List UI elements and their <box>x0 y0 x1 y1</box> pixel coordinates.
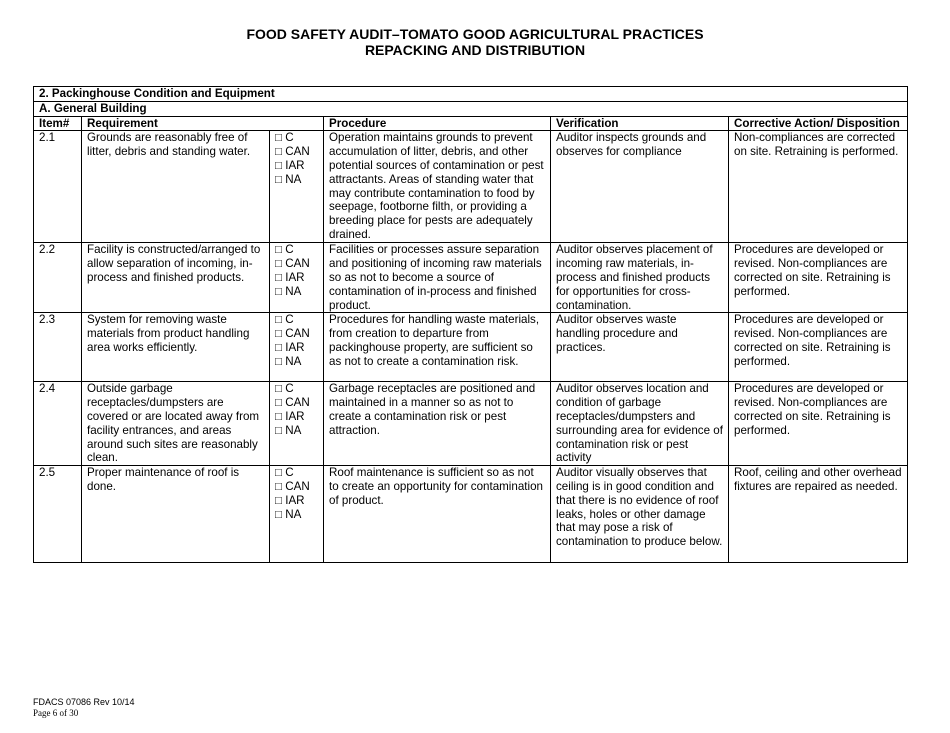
requirement-cell: Outside garbage receptacles/dumpsters are covered or are located away from facility entrances, and areas around such sites are reasonably clean. <box>82 382 270 466</box>
option-can-checkbox[interactable]: □ CAN <box>275 396 310 410</box>
table-row <box>34 466 908 563</box>
option-na-checkbox[interactable]: □ NA <box>275 507 302 521</box>
procedure-cell: Garbage receptacles are positioned and maintained in a manner so as not to create a contamination risk or pest attraction. <box>324 382 551 466</box>
section-heading: 2. Packinghouse Condition and Equipment <box>34 87 908 102</box>
option-c-checkbox[interactable]: □ C <box>275 313 294 327</box>
audit-table <box>33 86 908 563</box>
option-na-checkbox[interactable]: □ NA <box>275 172 302 186</box>
compliance-options <box>270 131 324 243</box>
option-c-checkbox[interactable]: □ C <box>275 382 294 396</box>
corrective-action-cell: Roof, ceiling and other overhead fixtures are repaired as needed. <box>729 466 908 563</box>
option-can-checkbox[interactable]: □ CAN <box>275 145 310 159</box>
option-can-checkbox[interactable]: □ CAN <box>275 327 310 341</box>
requirement-cell: Grounds are reasonably free of litter, debris and standing water. <box>82 131 270 243</box>
procedure-cell: Procedures for handling waste materials, from creation to departure from packinghouse property, are sufficient so as not to create a contamination risk. <box>324 313 551 382</box>
option-c-checkbox[interactable]: □ C <box>275 466 294 480</box>
verification-cell: Auditor observes waste handling procedure and practices. <box>551 313 729 382</box>
requirement-cell: Facility is constructed/arranged to allow separation of incoming, in-process and finished products. <box>82 243 270 313</box>
verification-cell: Auditor inspects grounds and observes for compliance <box>551 131 729 243</box>
verification-cell: Auditor visually observes that ceiling is in good condition and that there is no evidence of roof leaks, holes or other damage that may pose a risk of contamination to produce below. <box>551 466 729 563</box>
requirement-cell: System for removing waste materials from product handling area works efficiently. <box>82 313 270 382</box>
item-number: 2.2 <box>34 243 82 313</box>
table-row <box>34 131 908 243</box>
table-row <box>34 382 908 466</box>
corrective-action-cell: Procedures are developed or revised. Non-compliances are corrected on site. Retraining is performed. <box>729 313 908 382</box>
column-header-requirement: Requirement <box>82 116 324 131</box>
table-row <box>34 313 908 382</box>
compliance-options <box>270 313 324 382</box>
title-line-1: FOOD SAFETY AUDIT–TOMATO GOOD AGRICULTURAL PRACTICES <box>246 26 704 42</box>
table-row <box>34 243 908 313</box>
document-title <box>0 26 950 58</box>
column-header-verification: Verification <box>551 116 729 131</box>
subsection-heading: A. General Building <box>34 101 908 116</box>
compliance-options <box>270 382 324 466</box>
procedure-cell: Facilities or processes assure separation and positioning of incoming raw materials so as not to become a source of contamination of in-process and finished product. <box>324 243 551 313</box>
item-number: 2.1 <box>34 131 82 243</box>
option-na-checkbox[interactable]: □ NA <box>275 284 302 298</box>
procedure-cell: Roof maintenance is sufficient so as not to create an opportunity for contamination of product. <box>324 466 551 563</box>
option-iar-checkbox[interactable]: □ IAR <box>275 493 305 507</box>
item-number: 2.3 <box>34 313 82 382</box>
option-iar-checkbox[interactable]: □ IAR <box>275 340 305 354</box>
option-can-checkbox[interactable]: □ CAN <box>275 257 310 271</box>
verification-cell: Auditor observes placement of incoming raw materials, in-process and finished products for opportunities for cross-contamination. <box>551 243 729 313</box>
option-iar-checkbox[interactable]: □ IAR <box>275 158 305 172</box>
form-number: FDACS 07086 Rev 10/14 <box>33 697 135 707</box>
option-iar-checkbox[interactable]: □ IAR <box>275 270 305 284</box>
page-footer <box>33 697 135 719</box>
option-c-checkbox[interactable]: □ C <box>275 131 294 145</box>
verification-cell: Auditor observes location and condition of garbage receptacles/dumpsters and surrounding area for evidence of contamination risk or pest activity <box>551 382 729 466</box>
item-number: 2.4 <box>34 382 82 466</box>
option-can-checkbox[interactable]: □ CAN <box>275 479 310 493</box>
option-na-checkbox[interactable]: □ NA <box>275 423 302 437</box>
title-line-2: REPACKING AND DISTRIBUTION <box>364 42 586 58</box>
option-c-checkbox[interactable]: □ C <box>275 243 294 257</box>
procedure-cell: Operation maintains grounds to prevent accumulation of litter, debris, and other potential sources of contamination or pest attractants. Areas of standing water that may contribute contamination to food by seepage, footborne filth, or providing a breeding place for pests are adequately drained. <box>324 131 551 243</box>
corrective-action-cell: Non-compliances are corrected on site. Retraining is performed. <box>729 131 908 243</box>
compliance-options <box>270 466 324 563</box>
table-header-row <box>34 116 908 131</box>
column-header-item: Item# <box>34 116 82 131</box>
corrective-action-cell: Procedures are developed or revised. Non-compliances are corrected on site. Retraining is performed. <box>729 382 908 466</box>
option-na-checkbox[interactable]: □ NA <box>275 354 302 368</box>
item-number: 2.5 <box>34 466 82 563</box>
requirement-cell: Proper maintenance of roof is done. <box>82 466 270 563</box>
column-header-procedure: Procedure <box>324 116 551 131</box>
page-number: Page 6 of 30 <box>33 708 79 718</box>
column-header-corrective-action: Corrective Action/ Disposition <box>729 116 908 131</box>
option-iar-checkbox[interactable]: □ IAR <box>275 409 305 423</box>
corrective-action-cell: Procedures are developed or revised. Non-compliances are corrected on site. Retraining is performed. <box>729 243 908 313</box>
compliance-options <box>270 243 324 313</box>
